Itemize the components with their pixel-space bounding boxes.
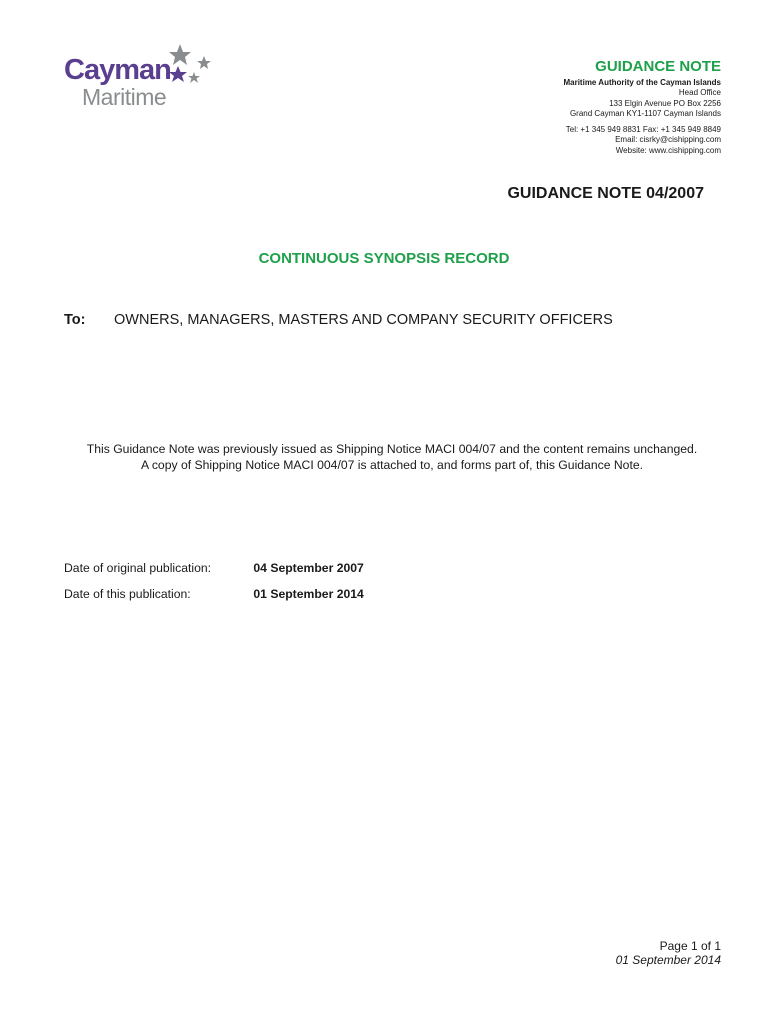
document-number: GUIDANCE NOTE 04/2007 [507, 185, 704, 202]
letterhead [461, 58, 721, 157]
this-publication-label: Date of this publication: [64, 587, 191, 601]
this-publication-value: 01 September 2014 [253, 587, 364, 601]
recipient-label: To: [64, 312, 86, 328]
notice-paragraph [0, 442, 768, 473]
page-number: Page 1 of 1 [659, 939, 721, 953]
original-publication-label: Date of original publication: [64, 561, 212, 575]
notice-line2: A copy of Shipping Notice MACI 004/07 is attached to, and forms part of, this Guidance Note. [141, 457, 643, 472]
cayman-maritime-logo [64, 42, 224, 122]
header-title: GUIDANCE NOTE [595, 58, 721, 75]
header-address-line1: 133 Elgin Avenue PO Box 2256 [609, 98, 721, 108]
publication-dates [64, 561, 364, 613]
original-publication-value: 04 September 2007 [253, 561, 364, 575]
recipient-value: OWNERS, MANAGERS, MASTERS AND COMPANY SECURITY OFFICERS [114, 312, 613, 328]
header-organization: Maritime Authority of the Cayman Islands [563, 78, 721, 87]
header-tel-fax: Tel: +1 345 949 8831 Fax: +1 345 949 8849 [565, 124, 721, 134]
header-website: Website: www.cishipping.com [615, 145, 721, 155]
star-large [169, 44, 191, 65]
logo-maritime-text: Maritime [82, 84, 167, 110]
header-address-line2: Grand Cayman KY1-1107 Cayman Islands [569, 109, 721, 119]
star-purple [169, 66, 187, 82]
this-publication-row [64, 587, 364, 613]
star-right [197, 56, 211, 69]
header-office: Head Office [678, 88, 721, 97]
page-footer [616, 939, 721, 967]
stars-icon [164, 42, 214, 86]
original-publication-row [64, 561, 364, 587]
document-subject: CONTINUOUS SYNOPSIS RECORD [258, 250, 510, 267]
recipient-line [64, 312, 613, 328]
notice-line1: This Guidance Note was previously issued as Shipping Notice MACI 004/07 and the content remains unchanged. [86, 442, 698, 456]
footer-date: 01 September 2014 [615, 953, 721, 967]
header-email: Email: cisrky@cishipping.com [615, 135, 721, 145]
logo-cayman-text: Cayman [64, 54, 171, 86]
star-small [188, 72, 200, 83]
